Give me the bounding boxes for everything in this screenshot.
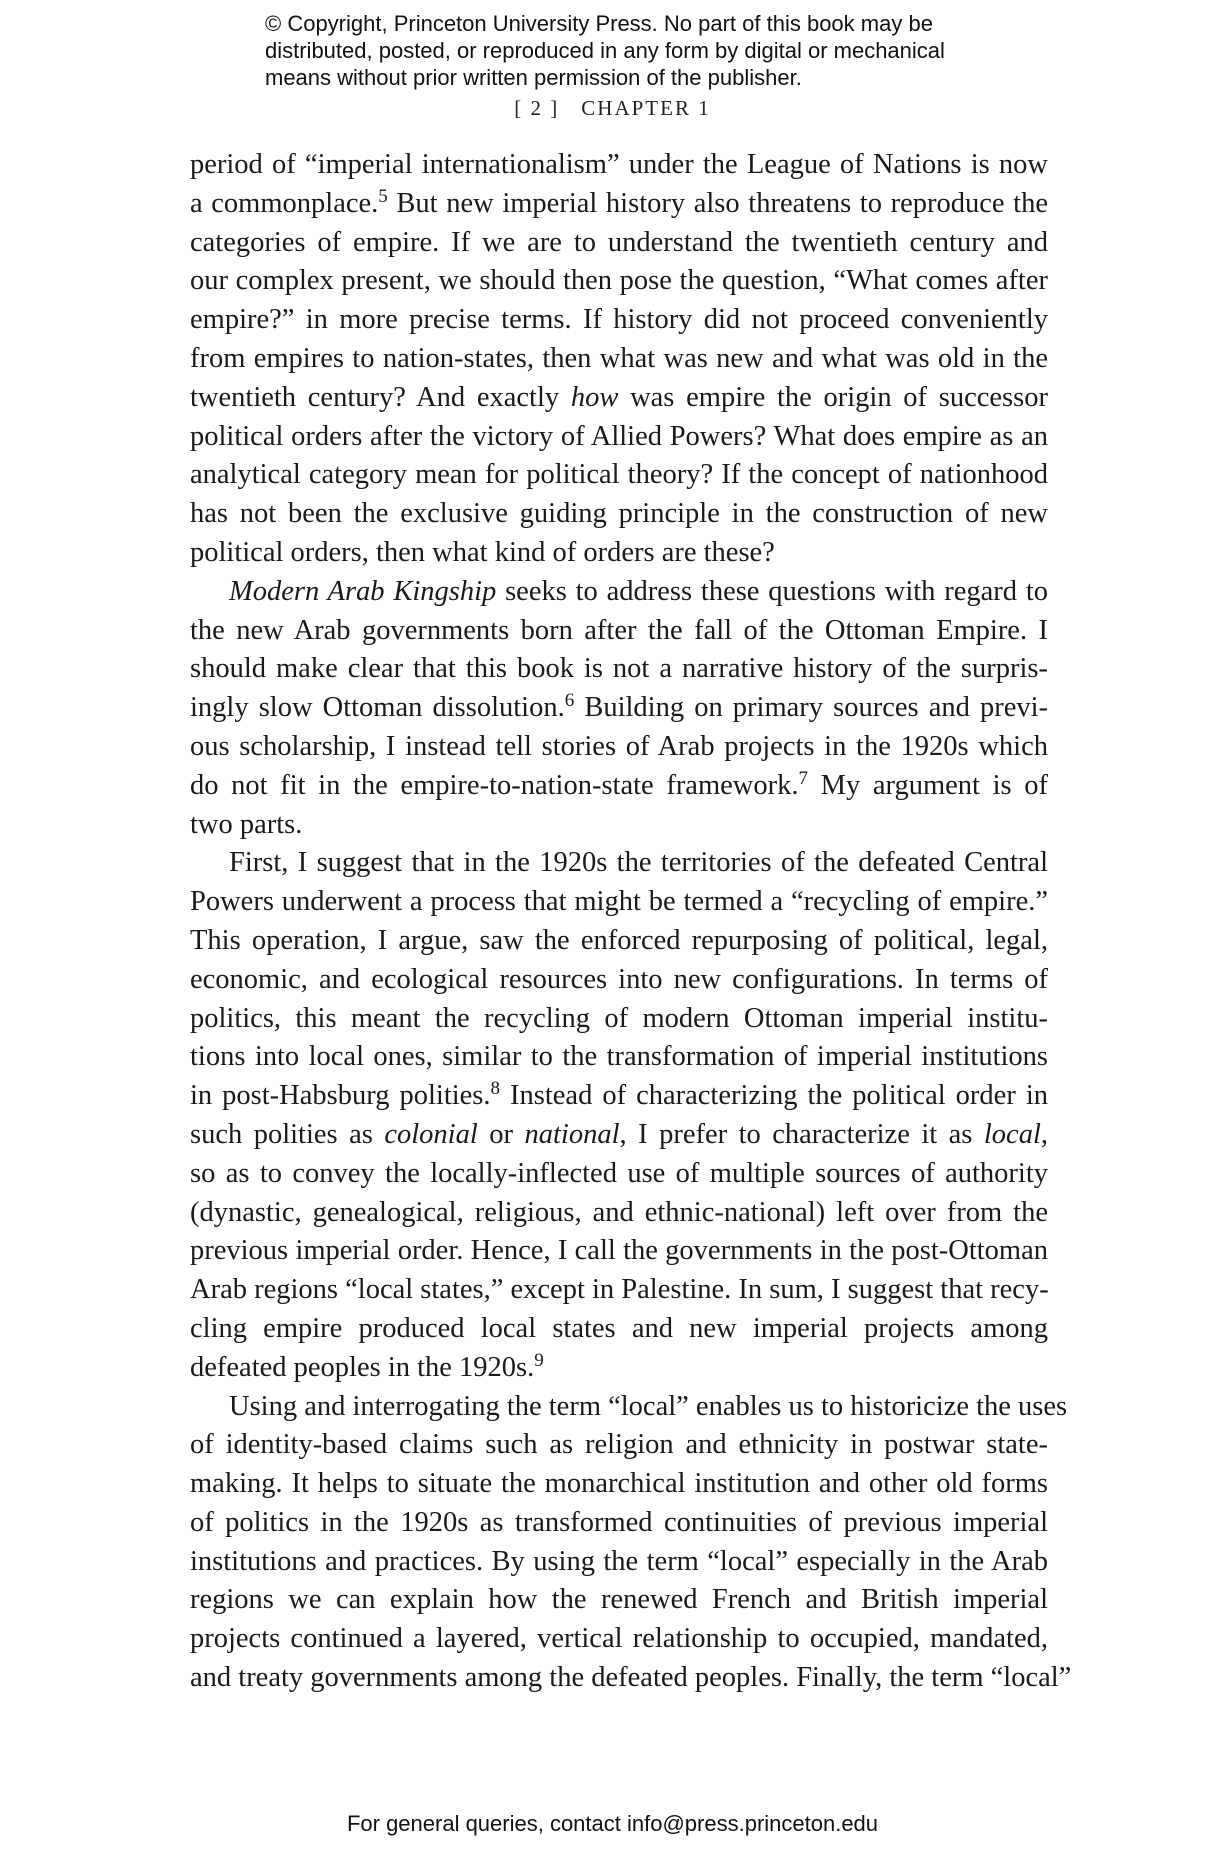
italic-text: local bbox=[983, 1118, 1041, 1150]
text-line bbox=[190, 262, 1048, 301]
text-line bbox=[190, 224, 1048, 263]
footnote-marker: 8 bbox=[490, 1078, 501, 1100]
footnote-marker: 7 bbox=[798, 767, 808, 789]
text-line bbox=[190, 767, 1048, 806]
text-line bbox=[190, 146, 1048, 185]
text-run: tions into local ones, similar to the transformation of imperial institutions bbox=[190, 1041, 1048, 1073]
text-line bbox=[190, 883, 1048, 922]
copyright-line: means without prior written permission of the publisher. bbox=[265, 65, 802, 90]
text-run: Instead of characterizing the political order in bbox=[500, 1080, 1048, 1112]
text-run: But new imperial history also threatens to reproduce the bbox=[387, 187, 1048, 219]
text-line bbox=[190, 961, 1048, 1000]
text-run: twentieth century? And exactly bbox=[190, 381, 571, 413]
text-line bbox=[190, 1038, 1048, 1077]
footnote-marker: 6 bbox=[564, 690, 575, 712]
text-run: categories of empire. If we are to understand the twentieth century and bbox=[190, 226, 1048, 258]
text-line bbox=[190, 1465, 1048, 1504]
text-run: , I prefer to characterize it as bbox=[619, 1118, 984, 1150]
text-run: do not fit in the empire-to-nation-state framework. bbox=[190, 769, 799, 801]
text-line bbox=[190, 844, 1048, 883]
italic-text: national bbox=[524, 1118, 620, 1150]
text-run: a commonplace. bbox=[190, 187, 379, 219]
body-text bbox=[190, 146, 1072, 1698]
text-run: Building on primary sources and previ- bbox=[574, 692, 1048, 724]
italic-text: colonial bbox=[384, 1118, 478, 1150]
text-line bbox=[190, 379, 1048, 418]
text-run: defeated peoples in the 1920s. bbox=[190, 1351, 535, 1383]
text-line bbox=[190, 1194, 1048, 1233]
text-run: such polities as bbox=[190, 1118, 385, 1150]
text-line bbox=[190, 728, 1048, 767]
copyright-line: distributed, posted, or reproduced in any form by digital or mechanical bbox=[265, 38, 945, 63]
text-line bbox=[190, 418, 1048, 457]
running-head bbox=[0, 96, 1225, 121]
text-line bbox=[190, 1581, 1048, 1620]
text-run: politics, this meant the recycling of modern Ottoman imperial institu- bbox=[190, 1002, 1048, 1034]
italic-text: Modern Arab Kingship bbox=[229, 575, 497, 607]
text-line bbox=[190, 1543, 1048, 1582]
text-run: period of “imperial internationalism” under the League of Nations is now bbox=[190, 149, 1048, 180]
text-line bbox=[190, 1155, 1048, 1194]
text-line bbox=[190, 456, 1048, 495]
copyright-notice bbox=[265, 10, 1025, 91]
text-run: of identity-based claims such as religion and ethnicity in postwar state- bbox=[190, 1429, 1048, 1461]
text-line bbox=[190, 1000, 1048, 1039]
text-run: the new Arab governments born after the fall of the Ottoman Empire. I bbox=[190, 614, 1048, 646]
text-line bbox=[190, 612, 1048, 651]
text-line bbox=[190, 534, 1048, 573]
text-line bbox=[190, 1620, 1048, 1659]
page-number: [ 2 ] bbox=[514, 96, 560, 120]
text-run: cling empire produced local states and new imperial projects among bbox=[190, 1312, 1048, 1344]
text-run: empire?” in more precise terms. If history did not proceed conveniently bbox=[190, 304, 1048, 336]
text-run: and treaty governments among the defeated peoples. Finally, the term “local” bbox=[190, 1662, 1072, 1694]
text-run: should make clear that this book is not a narrative history of the surpris- bbox=[190, 653, 1048, 685]
text-run: economic, and ecological resources into new configurations. In terms of bbox=[190, 963, 1048, 995]
text-line bbox=[190, 1116, 1048, 1155]
paragraph bbox=[190, 844, 1048, 1387]
text-run: so as to convey the locally-inflected use of multiple sources of authority bbox=[190, 1157, 1048, 1189]
text-line bbox=[190, 495, 1048, 534]
text-run: seeks to address these questions with regard to bbox=[496, 575, 1048, 607]
text-run: our complex present, we should then pose the question, “What comes after bbox=[190, 265, 1048, 297]
text-run: making. It helps to situate the monarchical institution and other old forms bbox=[190, 1468, 1048, 1500]
text-run: of politics in the 1920s as transformed continuities of previous imperial bbox=[190, 1506, 1048, 1538]
text-run: First, I suggest that in the 1920s the territories of the defeated Central bbox=[229, 847, 1048, 879]
text-line bbox=[190, 573, 1048, 612]
footnote-marker: 9 bbox=[534, 1349, 544, 1371]
text-run: political orders after the victory of Allied Powers? What does empire as an bbox=[190, 420, 1048, 452]
text-line bbox=[190, 1659, 1072, 1698]
text-run: ingly slow Ottoman dissolution. bbox=[190, 692, 565, 724]
text-run: in post-Habsburg polities. bbox=[190, 1080, 491, 1112]
text-line bbox=[190, 185, 1048, 224]
text-line bbox=[190, 301, 1048, 340]
text-run: analytical category mean for political theory? If the concept of nationhood bbox=[190, 459, 1048, 491]
text-line bbox=[190, 1232, 1048, 1271]
paragraph bbox=[190, 146, 1048, 573]
text-run: This operation, I argue, saw the enforced repurposing of political, legal, bbox=[190, 924, 1048, 956]
text-run: or bbox=[477, 1118, 525, 1150]
text-run: regions we can explain how the renewed French and British imperial bbox=[190, 1584, 1048, 1616]
text-run: Arab regions “local states,” except in Palestine. In sum, I suggest that recy- bbox=[190, 1274, 1049, 1306]
text-run: Using and interrogating the term “local” enables us to historicize the uses bbox=[229, 1390, 1068, 1422]
text-run: two parts. bbox=[190, 808, 303, 840]
text-line bbox=[190, 1504, 1048, 1543]
text-run: , bbox=[1040, 1118, 1049, 1150]
italic-text: how bbox=[570, 381, 619, 413]
text-line bbox=[190, 922, 1048, 961]
text-line bbox=[190, 1271, 1048, 1310]
text-run: projects continued a layered, vertical relationship to occupied, mandated, bbox=[190, 1623, 1048, 1655]
text-line bbox=[190, 1077, 1048, 1116]
text-run: (dynastic, genealogical, religious, and ethnic-national) left over from the bbox=[190, 1196, 1048, 1228]
text-line bbox=[190, 1349, 1048, 1388]
text-line bbox=[190, 1388, 1068, 1427]
chapter-label: CHAPTER 1 bbox=[581, 96, 711, 120]
text-run: was empire the origin of successor bbox=[618, 381, 1048, 413]
footnote-marker: 5 bbox=[378, 185, 388, 207]
text-run: ous scholarship, I instead tell stories of Arab projects in the 1920s which bbox=[190, 730, 1048, 762]
text-line bbox=[190, 650, 1048, 689]
text-run: My argument is of bbox=[807, 769, 1049, 801]
text-line bbox=[190, 1426, 1048, 1465]
text-line bbox=[190, 340, 1048, 379]
text-line bbox=[190, 1310, 1048, 1349]
text-run: has not been the exclusive guiding principle in the construction of new bbox=[190, 498, 1048, 530]
text-run: political orders, then what kind of orders are these? bbox=[190, 536, 775, 568]
text-run: from empires to nation-states, then what was new and what was old in the bbox=[190, 342, 1048, 374]
text-run: Powers underwent a process that might be termed a “recycling of empire.” bbox=[190, 886, 1048, 918]
footer-contact: For general queries, contact info@press.princeton.edu bbox=[346, 1811, 879, 1836]
paragraph bbox=[190, 573, 1048, 845]
paragraph bbox=[190, 1388, 1072, 1698]
text-run: institutions and practices. By using the term “local” especially in the Arab bbox=[190, 1545, 1048, 1577]
copyright-line: © Copyright, Princeton University Press. No part of this book may be bbox=[265, 11, 933, 36]
text-line bbox=[190, 806, 1048, 845]
text-run: previous imperial order. Hence, I call the governments in the post-Ottoman bbox=[190, 1235, 1048, 1267]
text-line bbox=[190, 689, 1048, 728]
